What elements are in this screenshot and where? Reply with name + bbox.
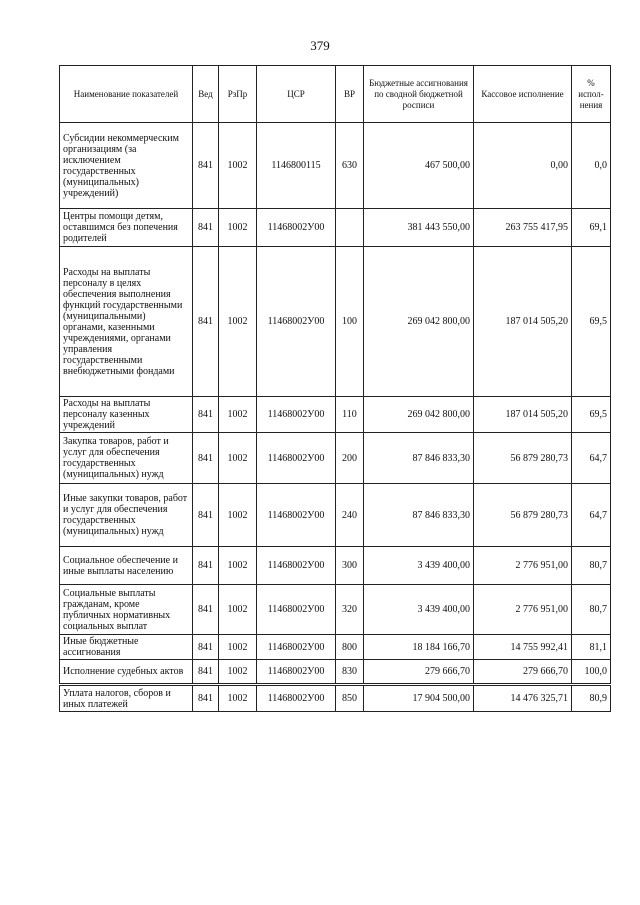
row-budget: 18 184 166,70 [364, 635, 474, 660]
row-vr: 800 [336, 635, 364, 660]
row-ved: 841 [193, 123, 219, 209]
table-row [60, 484, 611, 547]
table-row [60, 547, 611, 585]
row-percent: 100,0 [572, 660, 611, 685]
table-row [60, 209, 611, 247]
row-rzpr: 1002 [219, 209, 257, 247]
row-cash: 2 776 951,00 [474, 547, 572, 585]
row-cash: 14 476 325,71 [474, 685, 572, 712]
row-ved: 841 [193, 635, 219, 660]
row-percent: 80,9 [572, 685, 611, 712]
row-cash: 0,00 [474, 123, 572, 209]
row-ved: 841 [193, 484, 219, 547]
row-percent: 69,5 [572, 397, 611, 433]
row-cash: 2 776 951,00 [474, 585, 572, 635]
row-percent: 69,5 [572, 247, 611, 397]
row-cash: 187 014 505,20 [474, 397, 572, 433]
row-csr: 11468002У00 [257, 660, 336, 685]
row-budget: 269 042 800,00 [364, 397, 474, 433]
row-percent: 69,1 [572, 209, 611, 247]
row-percent: 81,1 [572, 635, 611, 660]
row-budget: 3 439 400,00 [364, 547, 474, 585]
table-row [60, 397, 611, 433]
row-cash: 187 014 505,20 [474, 247, 572, 397]
table-row [60, 247, 611, 397]
row-csr: 11468002У00 [257, 547, 336, 585]
row-name: Социальные выплаты гражданам, кроме публичных нормативных социальных выплат [60, 585, 193, 635]
row-cash: 263 755 417,95 [474, 209, 572, 247]
row-vr: 240 [336, 484, 364, 547]
row-cash: 56 879 280,73 [474, 484, 572, 547]
table-header [60, 66, 611, 123]
row-name: Социальное обеспечение и иные выплаты населению [60, 547, 193, 585]
table-row [60, 685, 611, 712]
row-budget: 269 042 800,00 [364, 247, 474, 397]
table-row [60, 585, 611, 635]
row-ved: 841 [193, 397, 219, 433]
row-percent: 64,7 [572, 433, 611, 484]
header-vr: ВР [336, 66, 364, 123]
row-vr: 300 [336, 547, 364, 585]
row-cash: 279 666,70 [474, 660, 572, 685]
row-name: Иные закупки товаров, работ и услуг для обеспечения государственных (муниципальных) нужд [60, 484, 193, 547]
row-name: Исполнение судебных актов [60, 660, 193, 685]
row-name: Уплата налогов, сборов и иных платежей [60, 685, 193, 712]
row-budget: 87 846 833,30 [364, 433, 474, 484]
table-row [60, 660, 611, 685]
table-row [60, 635, 611, 660]
row-csr: 11468002У00 [257, 433, 336, 484]
table-row [60, 123, 611, 209]
row-csr: 11468002У00 [257, 247, 336, 397]
row-name: Расходы на выплаты персоналу в целях обеспечения выполнения функций государственными (муниципальными) органами, казенными учреждениями, органами управления государственными внебюджетными фондами [60, 247, 193, 397]
row-vr: 110 [336, 397, 364, 433]
row-percent: 64,7 [572, 484, 611, 547]
header-ved: Вед [193, 66, 219, 123]
header-budget: Бюджетные ассигнования по сводной бюджетной росписи [364, 66, 474, 123]
header-csr: ЦСР [257, 66, 336, 123]
row-ved: 841 [193, 547, 219, 585]
row-ved: 841 [193, 209, 219, 247]
row-vr: 850 [336, 685, 364, 712]
row-rzpr: 1002 [219, 397, 257, 433]
row-ved: 841 [193, 660, 219, 685]
row-vr: 320 [336, 585, 364, 635]
row-name: Закупка товаров, работ и услуг для обеспечения государственных (муниципальных) нужд [60, 433, 193, 484]
row-name: Расходы на выплаты персоналу казенных учреждений [60, 397, 193, 433]
row-rzpr: 1002 [219, 660, 257, 685]
row-rzpr: 1002 [219, 585, 257, 635]
row-percent: 80,7 [572, 547, 611, 585]
row-budget: 279 666,70 [364, 660, 474, 685]
row-vr [336, 209, 364, 247]
row-csr: 11468002У00 [257, 209, 336, 247]
budget-execution-table [59, 65, 611, 712]
row-vr: 200 [336, 433, 364, 484]
row-csr: 11468002У00 [257, 484, 336, 547]
row-name: Иные бюджетные ассигнования [60, 635, 193, 660]
header-name: Наименование показателей [60, 66, 193, 123]
header-percent: % испол-нения [572, 66, 611, 123]
row-csr: 11468002У00 [257, 585, 336, 635]
table-row [60, 433, 611, 484]
row-rzpr: 1002 [219, 685, 257, 712]
row-rzpr: 1002 [219, 547, 257, 585]
row-vr: 100 [336, 247, 364, 397]
row-budget: 467 500,00 [364, 123, 474, 209]
row-vr: 830 [336, 660, 364, 685]
row-budget: 17 904 500,00 [364, 685, 474, 712]
row-rzpr: 1002 [219, 247, 257, 397]
header-rzpr: РзПр [219, 66, 257, 123]
row-rzpr: 1002 [219, 433, 257, 484]
row-ved: 841 [193, 433, 219, 484]
row-csr: 11468002У00 [257, 397, 336, 433]
row-rzpr: 1002 [219, 635, 257, 660]
page-number: 379 [310, 38, 330, 53]
row-csr: 11468002У00 [257, 635, 336, 660]
row-budget: 3 439 400,00 [364, 585, 474, 635]
row-percent: 80,7 [572, 585, 611, 635]
row-name: Субсидии некоммерческим организациям (за исключением государственных (муниципальных) учреждений) [60, 123, 193, 209]
row-budget: 381 443 550,00 [364, 209, 474, 247]
row-budget: 87 846 833,30 [364, 484, 474, 547]
row-csr: 11468002У00 [257, 685, 336, 712]
row-ved: 841 [193, 685, 219, 712]
row-csr: 1146800115 [257, 123, 336, 209]
row-ved: 841 [193, 247, 219, 397]
row-ved: 841 [193, 585, 219, 635]
row-rzpr: 1002 [219, 484, 257, 547]
row-cash: 14 755 992,41 [474, 635, 572, 660]
row-percent: 0,0 [572, 123, 611, 209]
row-vr: 630 [336, 123, 364, 209]
table-body [60, 123, 611, 712]
header-cash: Кассовое исполнение [474, 66, 572, 123]
row-rzpr: 1002 [219, 123, 257, 209]
row-cash: 56 879 280,73 [474, 433, 572, 484]
row-name: Центры помощи детям, оставшимся без попечения родителей [60, 209, 193, 247]
